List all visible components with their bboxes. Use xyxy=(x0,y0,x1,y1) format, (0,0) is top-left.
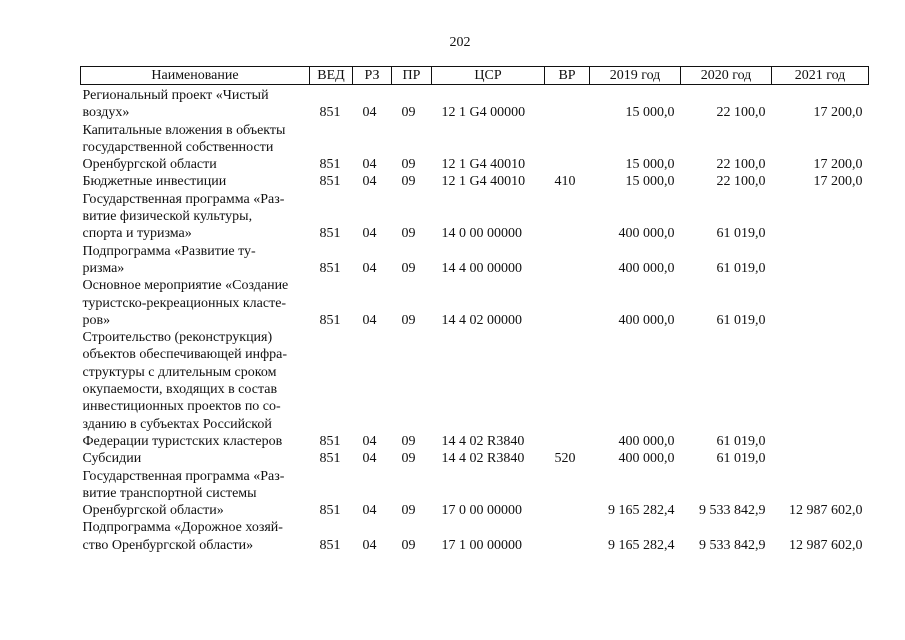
cell-rz: 04 xyxy=(362,226,377,242)
row-name-line: Государственная программа «Раз- xyxy=(82,191,285,207)
table-row xyxy=(81,519,869,554)
cell-y2021 xyxy=(772,277,869,329)
row-name-line: Подпрограмма «Развитие ту- xyxy=(82,243,256,259)
cell-y2021: 12 987 602,0 xyxy=(789,537,863,553)
table-row xyxy=(81,191,869,243)
cell-rz: 04 xyxy=(362,105,377,121)
cell-vr xyxy=(545,85,590,122)
header-rz: РЗ xyxy=(353,67,392,85)
row-name-line: структуры с длительным сроком xyxy=(82,364,277,380)
cell-csr: 12 1 G4 00000 xyxy=(441,105,526,121)
row-name-line: Строительство (реконструкция) xyxy=(82,330,273,346)
cell-pr: 09 xyxy=(401,451,416,467)
cell-rz: 04 xyxy=(362,174,377,190)
row-name-line: окупаемости, входящих в состав xyxy=(82,382,278,398)
row-name-line: объектов обеспечивающей инфра- xyxy=(82,347,288,363)
cell-pr: 09 xyxy=(401,226,416,242)
cell-ved: 851 xyxy=(319,105,341,121)
cell-y2020: 9 533 842,9 xyxy=(699,537,766,553)
cell-y2020: 61 019,0 xyxy=(716,226,766,242)
cell-y2019: 15 000,0 xyxy=(625,157,675,173)
row-name-line: Субсидии xyxy=(82,451,142,467)
cell-y2021 xyxy=(772,450,869,467)
cell-pr: 09 xyxy=(401,260,416,276)
table-row xyxy=(81,173,869,190)
row-name xyxy=(81,519,310,554)
row-name-line: туристско-рекреационных класте- xyxy=(82,295,287,311)
header-2021: 2021 год xyxy=(772,67,869,85)
row-name xyxy=(81,450,310,467)
table-row xyxy=(81,277,869,329)
row-name-line: зданию в субъектах Российской xyxy=(82,416,272,432)
cell-ved: 851 xyxy=(319,226,341,242)
cell-ved: 851 xyxy=(319,537,341,553)
table-header-row xyxy=(81,67,869,85)
cell-y2019: 400 000,0 xyxy=(618,312,675,328)
row-name-line: Оренбургской области» xyxy=(82,503,224,519)
cell-ved: 851 xyxy=(319,260,341,276)
budget-table xyxy=(80,66,869,554)
cell-vr xyxy=(545,468,590,520)
cell-ved: 851 xyxy=(319,312,341,328)
cell-y2019: 15 000,0 xyxy=(625,174,675,190)
cell-pr: 09 xyxy=(401,503,416,519)
cell-y2019: 15 000,0 xyxy=(625,105,675,121)
cell-y2019: 400 000,0 xyxy=(618,226,675,242)
header-vr: ВР xyxy=(545,67,590,85)
cell-vr: 410 xyxy=(554,174,576,190)
header-2020: 2020 год xyxy=(681,67,772,85)
cell-pr: 09 xyxy=(401,105,416,121)
row-name-line: Бюджетные инвестиции xyxy=(82,174,227,190)
cell-csr: 17 0 00 00000 xyxy=(441,503,522,519)
cell-csr: 14 0 00 00000 xyxy=(441,226,522,242)
row-name-line: ров» xyxy=(82,312,111,328)
cell-rz: 04 xyxy=(362,312,377,328)
cell-ved: 851 xyxy=(319,503,341,519)
cell-csr: 14 4 02 00000 xyxy=(441,312,522,328)
row-name-line: Капитальные вложения в объекты xyxy=(82,122,286,138)
row-name xyxy=(81,191,310,243)
cell-y2019: 9 165 282,4 xyxy=(608,503,675,519)
header-name: Наименование xyxy=(81,67,310,85)
table-row xyxy=(81,85,869,122)
cell-pr: 09 xyxy=(401,174,416,190)
row-name xyxy=(81,122,310,174)
table-row xyxy=(81,468,869,520)
table-row xyxy=(81,122,869,174)
cell-rz: 04 xyxy=(362,433,377,449)
cell-y2020: 61 019,0 xyxy=(716,433,766,449)
cell-rz: 04 xyxy=(362,451,377,467)
row-name-line: инвестиционных проектов по со- xyxy=(82,399,281,415)
cell-vr xyxy=(545,122,590,174)
cell-y2019: 400 000,0 xyxy=(618,260,675,276)
row-name-line: Оренбургской области xyxy=(82,157,217,173)
cell-y2021 xyxy=(772,329,869,450)
header-pr: ПР xyxy=(392,67,432,85)
row-name-line: воздух» xyxy=(82,105,130,121)
row-name-line: Региональный проект «Чистый xyxy=(82,88,269,103)
cell-vr xyxy=(545,277,590,329)
cell-csr: 14 4 02 R3840 xyxy=(441,451,525,467)
cell-pr: 09 xyxy=(401,157,416,173)
page-number: 202 xyxy=(449,35,471,50)
table-row xyxy=(81,329,869,450)
cell-y2019: 9 165 282,4 xyxy=(608,537,675,553)
cell-vr xyxy=(545,243,590,278)
row-name-line: Федерации туристских кластеров xyxy=(82,433,283,449)
table-body xyxy=(81,85,869,555)
cell-vr xyxy=(545,191,590,243)
cell-vr: 520 xyxy=(554,451,576,467)
cell-y2019: 400 000,0 xyxy=(618,451,675,467)
cell-ved: 851 xyxy=(319,433,341,449)
cell-ved: 851 xyxy=(319,174,341,190)
row-name xyxy=(81,85,310,122)
cell-vr xyxy=(545,519,590,554)
cell-pr: 09 xyxy=(401,312,416,328)
row-name-line: государственной собственности xyxy=(82,139,274,155)
cell-rz: 04 xyxy=(362,260,377,276)
cell-y2020: 9 533 842,9 xyxy=(699,503,766,519)
row-name xyxy=(81,329,310,450)
cell-y2020: 22 100,0 xyxy=(716,157,766,173)
cell-rz: 04 xyxy=(362,157,377,173)
cell-y2021: 12 987 602,0 xyxy=(789,503,863,519)
cell-csr: 12 1 G4 40010 xyxy=(441,174,526,190)
cell-rz: 04 xyxy=(362,503,377,519)
cell-ved: 851 xyxy=(319,157,341,173)
cell-y2021: 17 200,0 xyxy=(813,174,863,190)
cell-y2020: 61 019,0 xyxy=(716,260,766,276)
cell-y2021 xyxy=(772,191,869,243)
row-name-line: витие транспортной системы xyxy=(82,485,257,501)
table-row xyxy=(81,243,869,278)
cell-pr: 09 xyxy=(401,537,416,553)
row-name-line: Государственная программа «Раз- xyxy=(82,468,285,484)
row-name xyxy=(81,173,310,190)
cell-y2021: 17 200,0 xyxy=(813,105,863,121)
row-name xyxy=(81,243,310,278)
row-name-line: витие физической культуры, xyxy=(82,209,253,225)
cell-rz: 04 xyxy=(362,537,377,553)
cell-csr: 14 4 00 00000 xyxy=(441,260,522,276)
cell-y2020: 22 100,0 xyxy=(716,105,766,121)
cell-y2020: 61 019,0 xyxy=(716,451,766,467)
cell-csr: 12 1 G4 40010 xyxy=(441,157,526,173)
row-name-line: Подпрограмма «Дорожное хозяй- xyxy=(82,520,283,536)
cell-vr xyxy=(545,329,590,450)
cell-ved: 851 xyxy=(319,451,341,467)
row-name-line: ство Оренбургской области» xyxy=(82,537,254,553)
cell-pr: 09 xyxy=(401,433,416,449)
header-csr: ЦСР xyxy=(432,67,545,85)
header-ved: ВЕД xyxy=(310,67,353,85)
cell-y2021 xyxy=(772,243,869,278)
row-name xyxy=(81,468,310,520)
row-name-line: ризма» xyxy=(82,260,125,276)
row-name-line: Основное мероприятие «Создание xyxy=(82,278,289,294)
cell-y2021: 17 200,0 xyxy=(813,157,863,173)
cell-y2019: 400 000,0 xyxy=(618,433,675,449)
cell-csr: 14 4 02 R3840 xyxy=(441,433,525,449)
row-name-line: спорта и туризма» xyxy=(82,226,192,242)
cell-csr: 17 1 00 00000 xyxy=(441,537,522,553)
table-row xyxy=(81,450,869,467)
row-name xyxy=(81,277,310,329)
header-2019: 2019 год xyxy=(590,67,681,85)
cell-y2020: 22 100,0 xyxy=(716,174,766,190)
cell-y2020: 61 019,0 xyxy=(716,312,766,328)
